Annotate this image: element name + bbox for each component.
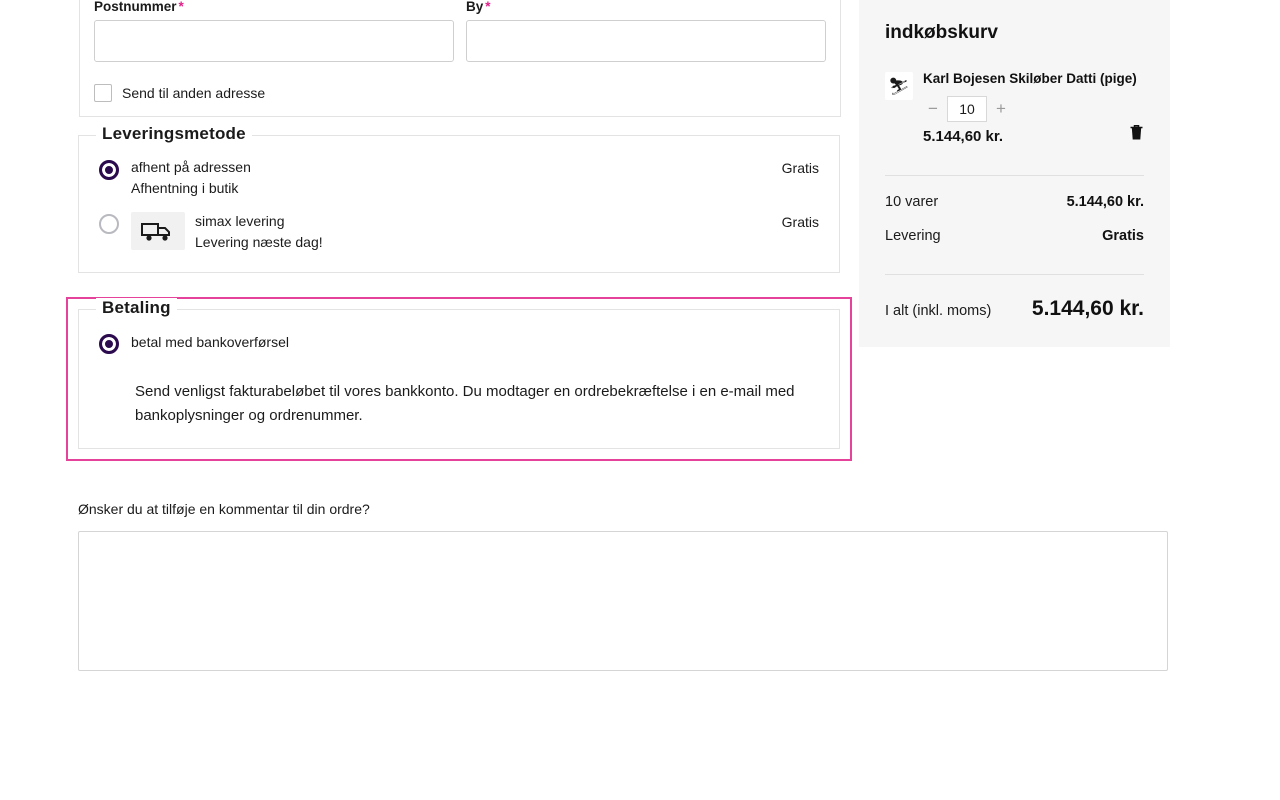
cart-divider-bottom (885, 274, 1144, 275)
shipping-option-simax-price: Gratis (781, 214, 819, 230)
cart-line-price-row (923, 122, 1144, 145)
billing-address-block (79, 0, 841, 117)
quantity-decrease-button[interactable]: − (923, 97, 943, 121)
shipping-option-simax-radio[interactable] (99, 214, 119, 234)
payment-option-bank-transfer-radio[interactable] (99, 334, 119, 354)
cart-title: indkøbskurv (885, 22, 998, 43)
cart-grand-total-label: I alt (inkl. moms) (885, 303, 992, 319)
cart-summary-panel (859, 0, 1170, 347)
payment-option-bank-transfer[interactable] (99, 332, 819, 354)
order-comment-textarea[interactable] (78, 531, 1168, 671)
ship-to-different-address-row[interactable] (94, 84, 826, 102)
city-input[interactable] (466, 20, 826, 62)
shipping-option-pickup-name: afhent på adressen (131, 159, 251, 175)
ship-to-different-address-checkbox[interactable] (94, 84, 112, 102)
cart-line-item-body (923, 70, 1144, 145)
cart-shipping-value: Gratis (1102, 228, 1144, 244)
shipping-option-pickup-radio[interactable] (99, 160, 119, 180)
cart-subtotal-value: 5.144,60 kr. (1066, 194, 1144, 210)
postal-code-label-text: Postnummer (94, 0, 177, 14)
delivery-truck-icon (131, 212, 185, 250)
postal-code-input[interactable] (94, 20, 454, 62)
address-field-row (94, 0, 826, 62)
shipping-option-simax[interactable] (99, 212, 819, 252)
payment-description: Send venligst fakturabeløbet til vores bankkonto. Du modtager en ordrebekræftelse i en e-mail med bankoplysninger og ordrenummer. (135, 383, 795, 424)
payment-section (78, 298, 840, 449)
city-label-text: By (466, 0, 484, 14)
cart-quantity-stepper (923, 96, 1144, 122)
ship-to-different-address-label: Send til anden adresse (122, 85, 266, 101)
shipping-option-simax-text (195, 212, 766, 252)
shipping-method-title: Leveringsmetode (96, 124, 252, 144)
shipping-option-simax-sub: Levering næste dag! (195, 234, 323, 250)
city-label (466, 0, 826, 14)
cart-subtotal-label: 10 varer (885, 194, 939, 210)
cart-divider-top (885, 175, 1144, 176)
payment-option-bank-transfer-label: betal med bankoverførsel (131, 334, 289, 350)
shipping-option-pickup[interactable] (99, 158, 819, 198)
cart-line-item-name: Karl Bojesen Skiløber Datti (pige) (923, 71, 1137, 86)
cart-grand-total-row (885, 297, 1144, 321)
shipping-option-simax-name: simax levering (195, 213, 285, 229)
city-required-marker: * (485, 0, 491, 14)
cart-shipping-row (885, 228, 1144, 244)
cart-line-item (885, 70, 1144, 145)
cart-line-item-price: 5.144,60 kr. (923, 128, 1004, 145)
shipping-option-pickup-price: Gratis (781, 160, 819, 176)
postal-code-field-group (94, 0, 454, 62)
order-comment-label: Ønsker du at tilføje en kommentar til din ordre? (78, 501, 370, 517)
quantity-increase-button[interactable]: + (991, 97, 1011, 121)
payment-title: Betaling (96, 298, 177, 318)
city-field-group (466, 0, 826, 62)
shipping-option-pickup-text (131, 158, 766, 198)
cart-shipping-label: Levering (885, 228, 941, 244)
postal-code-label (94, 0, 454, 14)
trash-icon[interactable] (1129, 124, 1144, 144)
cart-grand-total-value: 5.144,60 kr. (1031, 297, 1144, 320)
cart-subtotal-row (885, 194, 1144, 210)
shipping-method-section (78, 124, 840, 273)
postal-code-required-marker: * (178, 0, 184, 14)
skier-figure-icon: ⛷ (885, 72, 913, 100)
quantity-input[interactable] (947, 96, 987, 122)
shipping-option-pickup-sub: Afhentning i butik (131, 180, 239, 196)
